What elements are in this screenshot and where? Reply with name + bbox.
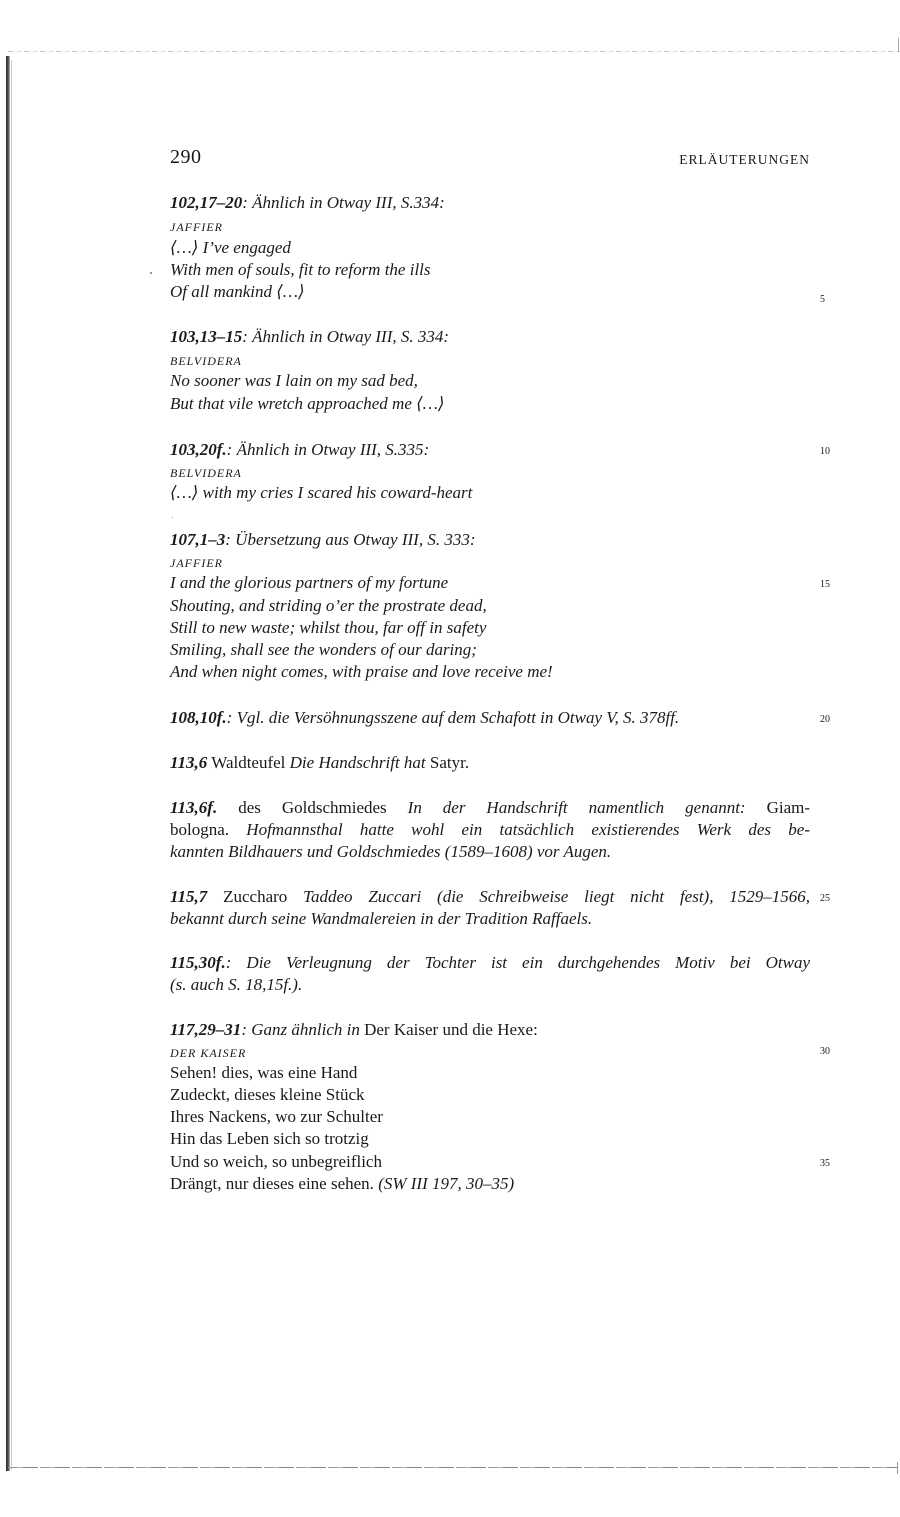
entry-heading xyxy=(170,797,810,819)
scan-left-edge-line xyxy=(11,60,12,1470)
entry-heading xyxy=(170,529,476,551)
line-number: 20 xyxy=(820,714,830,725)
verse-line: Smiling, shall see the wonders of our daring; xyxy=(170,640,477,659)
entry-intro: : Ähnlich in Otway III, S.335: xyxy=(226,440,430,459)
running-head: ERLÄUTERUNGEN xyxy=(679,152,810,167)
scan-binding-shadow xyxy=(6,56,10,1471)
entry-note: : Die Verleugnung der Tochter ist ein durchgehendes Motiv bei Otway xyxy=(225,953,810,972)
verse-line: Und so weich, so unbegreiflich xyxy=(170,1152,382,1171)
scan-bottom-edge xyxy=(8,1467,898,1468)
entry-intro: : Ähnlich in Otway III, S.334: xyxy=(242,193,445,212)
entry-intro: : Ganz ähnlich in xyxy=(241,1020,360,1039)
entry-heading xyxy=(170,752,469,774)
verse-line: Hin das Leben sich so trotzig xyxy=(170,1129,369,1148)
stray-mark xyxy=(150,272,152,274)
entry-note: Die Handschrift hat xyxy=(289,753,426,772)
verse-line xyxy=(170,1173,514,1195)
entry-ref: 117,29–31 xyxy=(170,1020,242,1039)
verse-line: And when night comes, with praise and love receive me! xyxy=(170,662,553,681)
entry-heading xyxy=(170,886,810,908)
entry-ref: 115,30f. xyxy=(170,953,226,972)
entry-ref: 108,10f. xyxy=(170,708,227,727)
scan-top-edge xyxy=(8,51,900,52)
stray-mark xyxy=(172,517,173,518)
entry-ref: 107,1–3 xyxy=(170,530,226,549)
source-citation: (SW III 197, 30–35) xyxy=(373,1174,515,1193)
entry-ref: 103,20f. xyxy=(170,440,227,459)
verse-line: ⟨…⟩ with my cries I scared his coward-heart xyxy=(170,483,473,502)
line-number: 35 xyxy=(820,1158,830,1169)
entry-note: Hofmannsthal hatte wohl ein tatsächlich existierendes Werk des be- xyxy=(246,820,810,839)
verse-line: But that vile wretch approached me ⟨…⟩ xyxy=(170,394,445,413)
entry-intro: : Ähnlich in Otway III, S. 334: xyxy=(242,327,450,346)
entry-lemma: des Goldschmiedes xyxy=(217,798,408,817)
entry-note-roman: Satyr. xyxy=(425,753,470,772)
entry-note-roman: Giam- xyxy=(745,798,811,817)
line-number: 5 xyxy=(820,294,825,305)
entry-ref: 113,6f. xyxy=(170,798,218,817)
entry-note-roman: bologna. xyxy=(170,820,247,839)
entry-text-line xyxy=(170,819,810,841)
line-number: 30 xyxy=(820,1046,830,1057)
entry-heading xyxy=(170,326,449,348)
scan-right-tick xyxy=(898,38,899,52)
entry-text-line: bekannt durch seine Wandmalereien in der Tradition Raffaels. xyxy=(170,909,593,928)
verse-line: Shouting, and striding o’er the prostrate dead, xyxy=(170,596,487,615)
verse-line: I and the glorious partners of my fortune xyxy=(170,573,449,592)
entry-note: Taddeo Zuccari (die Schreibweise liegt nicht fest), 1529–1566, xyxy=(303,887,811,906)
entry-heading xyxy=(170,192,445,214)
verse-line: Sehen! dies, was eine Hand xyxy=(170,1063,358,1082)
entry-text-line: (s. auch S. 18,15f.). xyxy=(170,975,303,994)
verse-line: Still to new waste; whilst thou, far off in safety xyxy=(170,618,487,637)
entry-intro: : Vgl. die Versöhnungsszene auf dem Schafott in Otway V, S. 378ff. xyxy=(226,708,680,727)
speaker-name: JAFFIER xyxy=(170,220,223,234)
line-number: 25 xyxy=(820,893,830,904)
entry-heading xyxy=(170,1019,538,1041)
page-number: 290 xyxy=(170,146,202,168)
verse-line: No sooner was I lain on my sad bed, xyxy=(170,371,418,390)
entry-ref: 115,7 xyxy=(170,887,208,906)
speaker-name: BELVIDERA xyxy=(170,354,242,368)
line-number: 15 xyxy=(820,579,830,590)
entry-lemma: Zuccharo xyxy=(207,887,304,906)
entry-text-line: kannten Bildhauers und Goldschmiedes (1589–1608) vor Augen. xyxy=(170,842,612,861)
verse-line: Of all mankind ⟨…⟩ xyxy=(170,282,305,301)
entry-heading xyxy=(170,439,429,461)
scan-right-tick-bottom xyxy=(897,1462,898,1474)
verse-line: Zudeckt, dieses kleine Stück xyxy=(170,1085,365,1104)
verse-line: ⟨…⟩ I’ve engaged xyxy=(170,238,291,257)
verse-line: With men of souls, fit to reform the ills xyxy=(170,260,431,279)
entry-note: In der Handschrift namentlich genannt: xyxy=(407,798,746,817)
verse-text: Drängt, nur dieses eine sehen. xyxy=(170,1174,374,1193)
speaker-name: BELVIDERA xyxy=(170,466,242,480)
entry-ref: 113,6 xyxy=(170,753,208,772)
speaker-name: JAFFIER xyxy=(170,556,223,570)
entry-lemma: Waldteufel xyxy=(207,753,290,772)
entry-intro: : Übersetzung aus Otway III, S. 333: xyxy=(225,530,476,549)
entry-ref: 103,13–15 xyxy=(170,327,243,346)
entry-heading xyxy=(170,952,810,974)
verse-line: Ihres Nackens, wo zur Schulter xyxy=(170,1107,383,1126)
entry-heading xyxy=(170,707,679,729)
entry-intro-roman: Der Kaiser und die Hexe: xyxy=(359,1020,538,1039)
entry-ref: 102,17–20 xyxy=(170,193,243,212)
speaker-name: DER KAISER xyxy=(170,1046,247,1060)
line-number: 10 xyxy=(820,446,830,457)
